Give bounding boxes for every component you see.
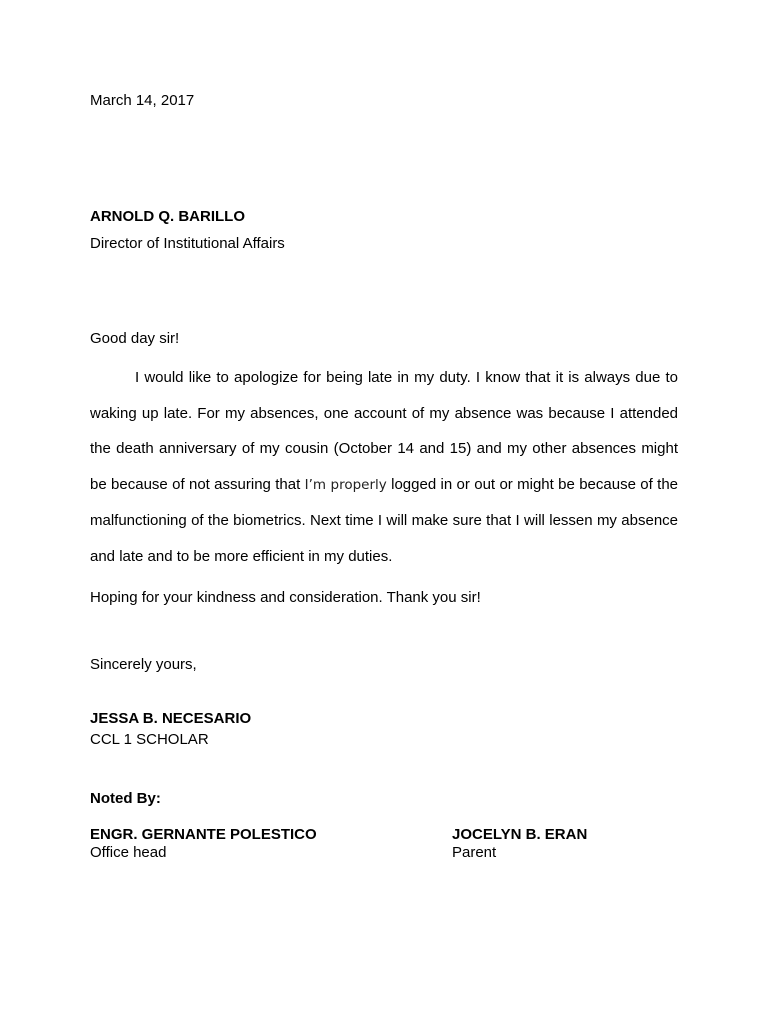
noted-by-name-1: ENGR. GERNANTE POLESTICO [90,826,317,843]
body-text-part1: I would like to apologize for being late in my duty. I know that it is always due to waking up late. For my absences, one account of my absence was because I attended the death anniversary of my cousin (October 14 and 15) and my other absences might be because of not assuring that [90,369,678,493]
noted-by-name-2: JOCELYN B. ERAN [452,826,588,843]
noted-by-title-2: Parent [452,844,497,861]
closing-paragraph: Hoping for your kindness and consideration. Thank you sir! [90,589,481,606]
greeting: Good day sir! [90,330,180,347]
sender-name: JESSA B. NECESARIO [90,710,252,727]
letter-body [90,360,678,575]
letter-date: March 14, 2017 [90,92,195,109]
sender-title: CCL 1 SCHOLAR [90,731,209,748]
recipient-name: ARNOLD Q. BARILLO [90,208,245,225]
noted-by-label: Noted By: [90,790,161,807]
noted-by-title-1: Office head [90,844,167,861]
body-paragraph [90,360,678,575]
complimentary-close: Sincerely yours, [90,656,197,673]
body-text-part3: logged in or out or might be because of the malfunctioning of the biometrics. Next time I will make sure that I will lessen my absence and late and to be more efficient in my duties. [90,475,678,565]
recipient-title: Director of Institutional Affairs [90,235,285,252]
body-text-part2: I’m properly [304,476,387,493]
